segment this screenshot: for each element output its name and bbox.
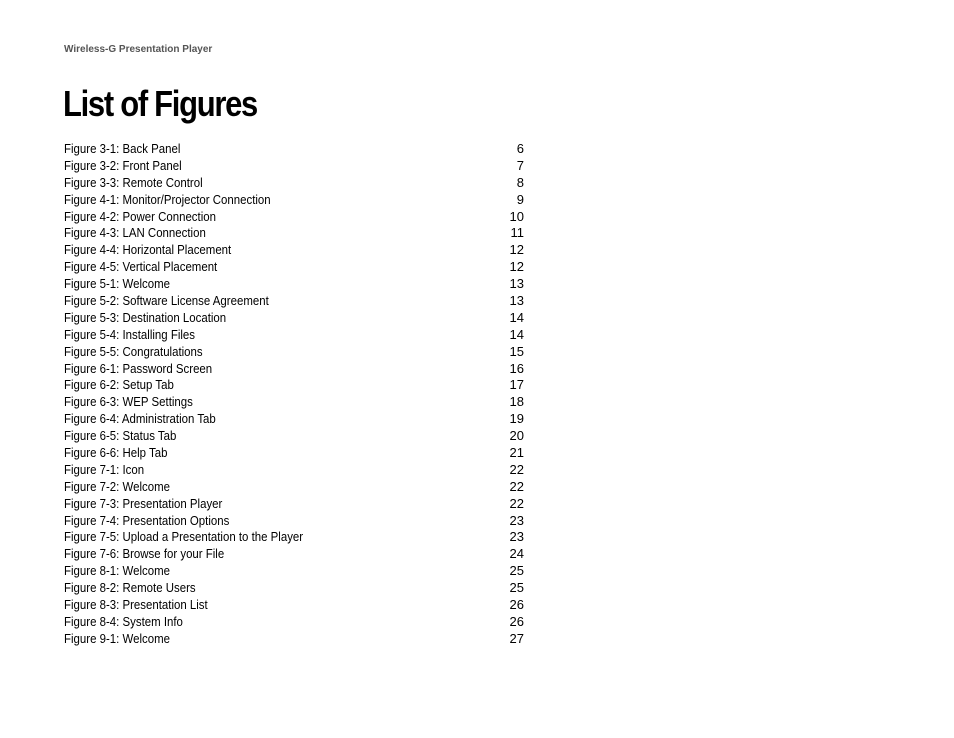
figure-caption: Figure 8-4: System Info bbox=[64, 613, 183, 629]
figure-entry[interactable] bbox=[64, 563, 524, 580]
figure-caption: Figure 6-6: Help Tab bbox=[64, 445, 168, 461]
figure-page-number: 19 bbox=[509, 411, 524, 427]
figure-entry[interactable] bbox=[64, 209, 524, 226]
figure-caption: Figure 5-2: Software License Agreement bbox=[64, 293, 269, 309]
figure-caption: Figure 7-3: Presentation Player bbox=[64, 495, 223, 511]
figure-page-number: 12 bbox=[509, 242, 524, 258]
figure-caption: Figure 4-3: LAN Connection bbox=[64, 225, 206, 241]
figure-page-number: 23 bbox=[509, 529, 524, 545]
figure-page-number: 22 bbox=[509, 495, 524, 511]
figure-caption: Figure 6-2: Setup Tab bbox=[64, 377, 174, 393]
figure-caption: Figure 5-3: Destination Location bbox=[64, 309, 227, 325]
figure-entry[interactable] bbox=[64, 276, 524, 293]
figure-page-number: 11 bbox=[510, 225, 524, 241]
figure-page-number: 6 bbox=[516, 141, 524, 156]
figure-caption: Figure 3-1: Back Panel bbox=[64, 141, 181, 156]
figure-caption: Figure 5-1: Welcome bbox=[64, 276, 170, 292]
figure-entry[interactable] bbox=[64, 192, 524, 209]
figure-page-number: 14 bbox=[509, 326, 524, 342]
figure-entry[interactable] bbox=[64, 580, 524, 597]
figure-entry[interactable] bbox=[64, 158, 524, 175]
figure-list bbox=[64, 141, 524, 648]
figure-entry[interactable] bbox=[64, 344, 524, 361]
figure-entry[interactable] bbox=[64, 361, 524, 378]
figure-entry[interactable] bbox=[64, 529, 524, 546]
figure-page-number: 23 bbox=[509, 512, 524, 528]
figure-page-number: 8 bbox=[516, 174, 524, 190]
figure-entry[interactable] bbox=[64, 445, 524, 462]
figure-page-number: 13 bbox=[509, 276, 524, 292]
figure-entry[interactable] bbox=[64, 377, 524, 394]
figure-page-number: 13 bbox=[509, 293, 524, 309]
figure-entry[interactable] bbox=[64, 175, 524, 192]
figure-entry[interactable] bbox=[64, 242, 524, 259]
figure-page-number: 16 bbox=[509, 360, 524, 376]
figure-caption: Figure 7-6: Browse for your File bbox=[64, 546, 225, 562]
figure-caption: Figure 6-1: Password Screen bbox=[64, 360, 213, 376]
figure-entry[interactable] bbox=[64, 614, 524, 631]
figure-entry[interactable] bbox=[64, 411, 524, 428]
figure-page-number: 26 bbox=[509, 597, 524, 613]
figure-caption: Figure 5-5: Congratulations bbox=[64, 343, 203, 359]
figure-caption: Figure 4-4: Horizontal Placement bbox=[64, 242, 232, 258]
figure-page-number: 25 bbox=[509, 580, 524, 596]
figure-entry[interactable] bbox=[64, 479, 524, 496]
figure-entry[interactable] bbox=[64, 310, 524, 327]
figure-page-number: 25 bbox=[509, 563, 524, 579]
figure-entry[interactable] bbox=[64, 631, 524, 648]
figure-caption: Figure 7-1: Icon bbox=[64, 461, 145, 477]
figure-entry[interactable] bbox=[64, 394, 524, 411]
figure-caption: Figure 8-1: Welcome bbox=[64, 563, 170, 579]
figure-page-number: 26 bbox=[509, 613, 524, 629]
figure-entry[interactable] bbox=[64, 293, 524, 310]
figure-entry[interactable] bbox=[64, 513, 524, 530]
figure-page-number: 22 bbox=[509, 478, 524, 494]
figure-caption: Figure 7-5: Upload a Presentation to the Player bbox=[64, 529, 304, 545]
figure-entry[interactable] bbox=[64, 141, 524, 158]
figure-caption: Figure 6-4: Administration Tab bbox=[64, 411, 216, 427]
figure-caption: Figure 8-2: Remote Users bbox=[64, 580, 196, 596]
figure-page-number: 20 bbox=[509, 428, 524, 444]
figure-page-number: 10 bbox=[509, 208, 524, 224]
figure-entry[interactable] bbox=[64, 428, 524, 445]
figure-page-number: 9 bbox=[516, 191, 524, 207]
figure-caption: Figure 4-2: Power Connection bbox=[64, 208, 216, 224]
figure-caption: Figure 3-2: Front Panel bbox=[64, 157, 182, 173]
figure-page-number: 22 bbox=[509, 461, 524, 477]
figure-caption: Figure 6-5: Status Tab bbox=[64, 428, 177, 444]
figure-caption: Figure 7-4: Presentation Options bbox=[64, 512, 230, 528]
figure-caption: Figure 8-3: Presentation List bbox=[64, 597, 208, 613]
figure-entry[interactable] bbox=[64, 597, 524, 614]
figure-page-number: 12 bbox=[509, 259, 524, 275]
figure-caption: Figure 6-3: WEP Settings bbox=[64, 394, 193, 410]
figure-page-number: 24 bbox=[509, 546, 524, 562]
figure-page-number: 18 bbox=[509, 394, 524, 410]
figure-caption: Figure 4-1: Monitor/Projector Connection bbox=[64, 191, 271, 207]
figure-page-number: 21 bbox=[509, 445, 524, 461]
figure-caption: Figure 9-1: Welcome bbox=[64, 630, 170, 646]
figure-page-number: 7 bbox=[516, 157, 524, 173]
figure-page-number: 17 bbox=[509, 377, 524, 393]
figure-caption: Figure 3-3: Remote Control bbox=[64, 174, 203, 190]
figure-caption: Figure 5-4: Installing Files bbox=[64, 326, 195, 342]
figure-page-number: 15 bbox=[509, 343, 524, 359]
figure-entry[interactable] bbox=[64, 496, 524, 513]
figure-page-number: 27 bbox=[509, 630, 524, 646]
figure-caption: Figure 7-2: Welcome bbox=[64, 478, 170, 494]
figure-entry[interactable] bbox=[64, 546, 524, 563]
figure-entry[interactable] bbox=[64, 327, 524, 344]
figure-entry[interactable] bbox=[64, 225, 524, 242]
figure-caption: Figure 4-5: Vertical Placement bbox=[64, 259, 218, 275]
figure-entry[interactable] bbox=[64, 462, 524, 479]
figure-entry[interactable] bbox=[64, 259, 524, 276]
figure-page-number: 14 bbox=[509, 309, 524, 325]
page-title: List of Figures bbox=[63, 83, 257, 124]
running-header: Wireless-G Presentation Player bbox=[64, 44, 213, 55]
